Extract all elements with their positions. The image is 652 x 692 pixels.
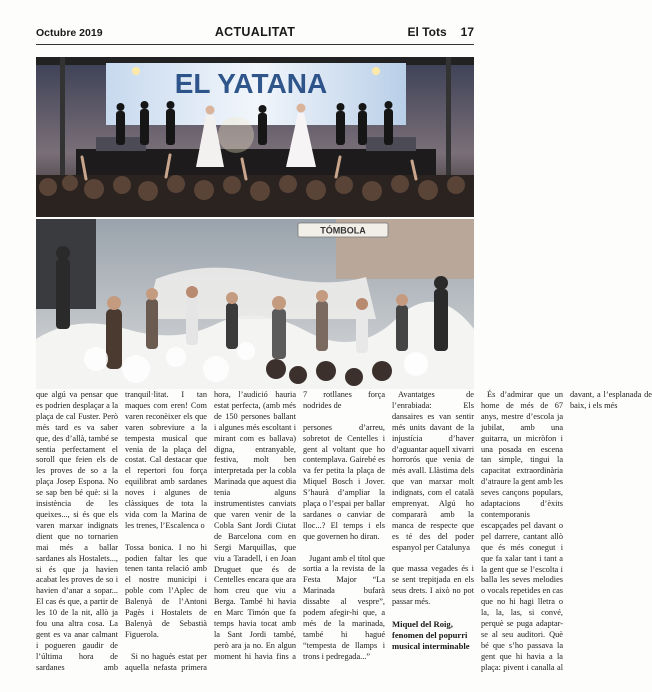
article-paragraph: Jugant amb el títol que sortia a la revista de la Festa Major “La Marinada bufarà dissabte al vespre”, podem afegir-hi que, a més de la marinada, també hi hagué “tempesta de llamps i trons i pedregada...” [303, 553, 385, 661]
backdrop-text: EL YATANA [174, 68, 328, 99]
article-subheading: Miquel del Roig, fenomen del popurri musical interminable [392, 619, 470, 651]
page-header [36, 24, 474, 42]
article-paragraph: que massa vegades és i se sent trepitjada en els seus drets. I això no pot passar més. [392, 564, 474, 607]
article-paragraph: Tossa bonica. I no hi podien faltar les que tenen tanta relació amb el nostre municipi i poble com l’Aplec de Balenyà de l’Antoni Pagès i Hostalets de Balenyà de Sebastià Figuerola. [125, 542, 207, 639]
section-title: ACTUALITAT [214, 25, 296, 39]
publication-info [408, 25, 474, 39]
issue-date: Octubre 2019 [36, 27, 103, 39]
tombola-banner: TÓMBOLA [320, 225, 366, 236]
article-paragraph: persones d’arreu, sobretot de Centelles i gent al voltant que ho contemplava. Gairebé es va fer petita la plaça de Miquel Bosch i Jover. S’haurà d’ampliar la plaça o l’espai per ballar sardanes o canviar de lloc...? El temps i els que governen ho diran. [303, 422, 385, 541]
orchestra-stage-photo [36, 57, 474, 217]
article-paragraph: que algú va pensar que es podrien desplaçar a la plaça de cal Fuster. Però més tard es va saber que, des d’allà, també se sentia perfectament el soroll que feien els de les proves de so a la plaça Josep Espona. No se sap ben bé què: si la insistència de les queixes..., si és que els varen marxar indignats dient que no tornarien mai més a ballar sardanes als Hostalets..., si és que ja havien acabat les proves de so i havien d’anar a sopar... El cas és que, a partir de les 10 de la nit, allò ja fou una altra cosa. La gent es va anar calmant i pogueren gaudir de l’última hora de sardanes amb tranquil·litat. I tan maques com eren! Com varen reconèixer els que varen sobreviure a la tempesta musical que venia de la plaça del costat. Cal destacar que el repertori fou força equilibrat amb sardanes noves i algunes de clàssiques de tota la vida com la Marina de les trenes, l’Escalenca o [36, 390, 207, 672]
foam-party-photo [36, 219, 474, 389]
publication-name: El Tots [407, 25, 447, 39]
header-rule [36, 44, 474, 45]
article-paragraph: Avantatges de l’enrabiada: Els dansaires es van sentir més units davant de la injustícia d’haver d’aguantar aquell xivarri horrorós que venia de més avall. Llàstima dels que van marxar molt indignats, com el català emprenyat. Algú ho compararà amb la manca de respecte que es té des del poder espanyol per Catalunya [392, 390, 475, 552]
article-paragraph: Si no hagués estat per aquella nefasta primera hora, l’audició hauria estat perfecta, (amb més de 150 persones ballant i algunes més escoltant i mirant com es ballava) digna, entranyable, festiva, molt ben interpretada per la cobla Marinada que aquest dia tenia alguns instrumentistes canviats que varen venir de la Cobla Sant Jordi Ciutat de Barcelona com en Sergi Marquillas, que viu a Taradell, i en Joan Druguet que és de Centelles encara que ara hom creu que viu a Berga. També hi havia en Marc Timón que fa temps havia tocat amb la Sant Jordi també, però ara ja no. En algun moment hi havia fins a 7 rotllanes força nodrides de [125, 390, 385, 672]
page-number: 17 [460, 25, 474, 39]
article-paragraph: És d’admirar que un home de més de 67 anys, mestre d’escola ja jubilat, amb una guitarra, un micròfon i una posada en escena tan simple, tingui la capacitat extraordinària d’atraure la gent amb les seves cançons populars, adaptacions d’èxits contemporanis escapçades pel davant o pel darrere, cantant allò que és més conegut i que fa xalar tant i tant a la gent que se l’escolta i balla les seves melodies o vocals repetides en cas que no hi hagi lletra o la, la, las, si convé, perquè se puga adaptar-se al seu auditori. Què bé que s’ho passava la gent que hi havia a la plaça: pivent i canalla al davant, a l’esplanada de baix, i els més [481, 390, 652, 672]
article-body [36, 390, 652, 680]
